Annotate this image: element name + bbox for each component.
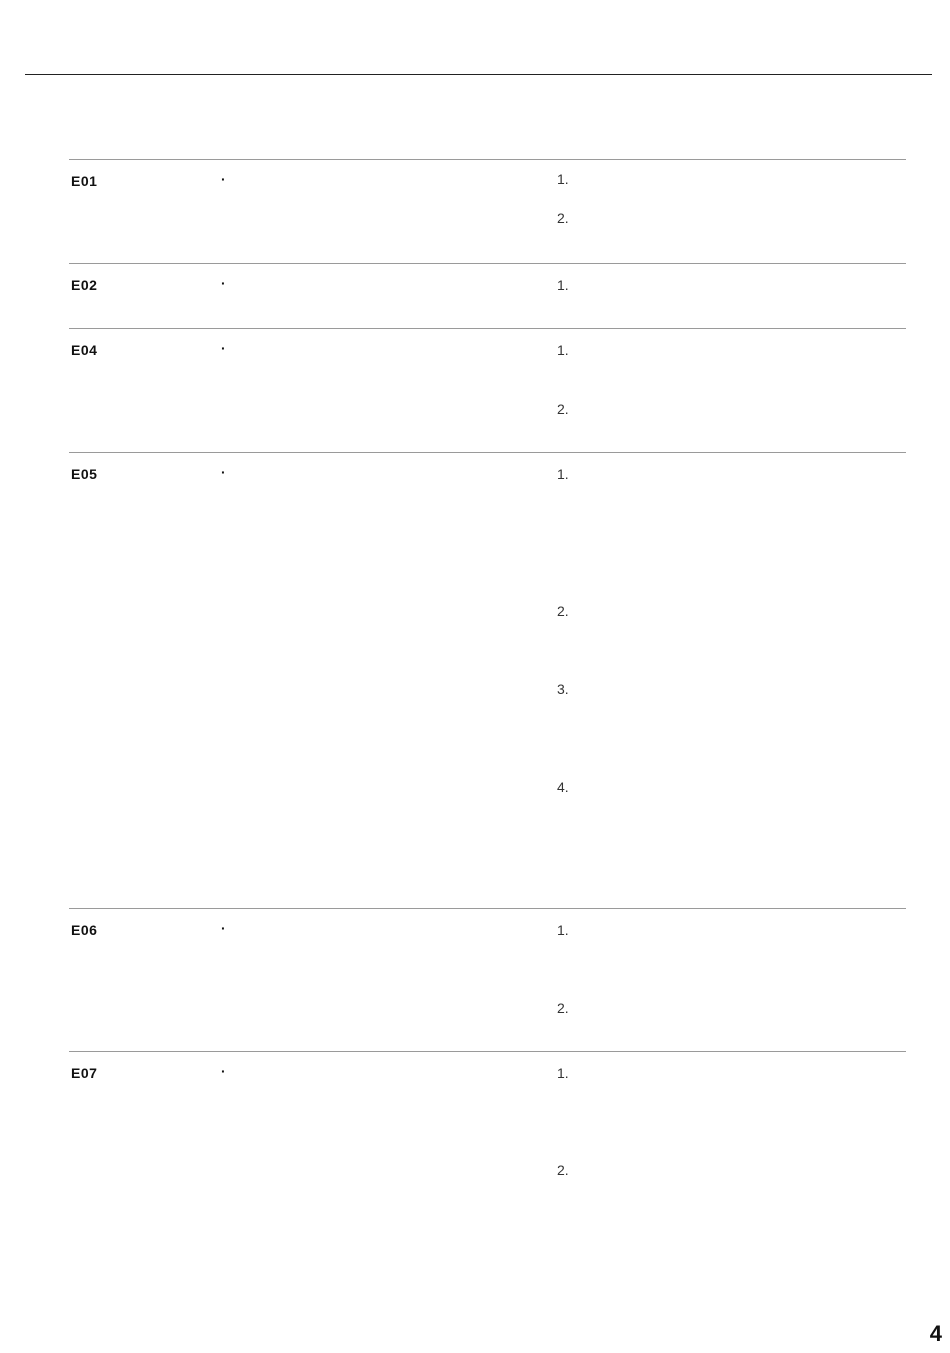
- error-row-e04: [69, 328, 906, 453]
- step-number: 3.: [557, 681, 569, 697]
- bullet: ·: [221, 275, 226, 291]
- error-code: E05: [71, 466, 98, 482]
- error-code: E01: [71, 173, 98, 189]
- error-row-e01: [69, 159, 906, 264]
- bullet: ·: [221, 1063, 226, 1079]
- error-row-e02: [69, 263, 906, 329]
- step-number: 2.: [557, 603, 569, 619]
- error-row-e07: [69, 1051, 906, 1252]
- step-number: 1.: [557, 342, 569, 358]
- step-number: 1.: [557, 922, 569, 938]
- step-number: 1.: [557, 277, 569, 293]
- bullet: ·: [221, 340, 226, 356]
- error-row-e06: [69, 908, 906, 1052]
- top-rule: [25, 74, 932, 75]
- step-number: 1.: [557, 1065, 569, 1081]
- error-code: E07: [71, 1065, 98, 1081]
- bullet: ·: [221, 920, 226, 936]
- step-number: 2.: [557, 210, 569, 226]
- step-number: 1.: [557, 171, 569, 187]
- step-number: 2.: [557, 401, 569, 417]
- step-number: 2.: [557, 1162, 569, 1178]
- bullet: ·: [221, 171, 226, 187]
- step-number: 4.: [557, 779, 569, 795]
- page-number: 4: [929, 1321, 942, 1346]
- error-code: E04: [71, 342, 98, 358]
- step-number: 2.: [557, 1000, 569, 1016]
- bullet: ·: [221, 464, 226, 480]
- error-code: E06: [71, 922, 98, 938]
- error-row-e05: [69, 452, 906, 909]
- error-code: E02: [71, 277, 98, 293]
- step-number: 1.: [557, 466, 569, 482]
